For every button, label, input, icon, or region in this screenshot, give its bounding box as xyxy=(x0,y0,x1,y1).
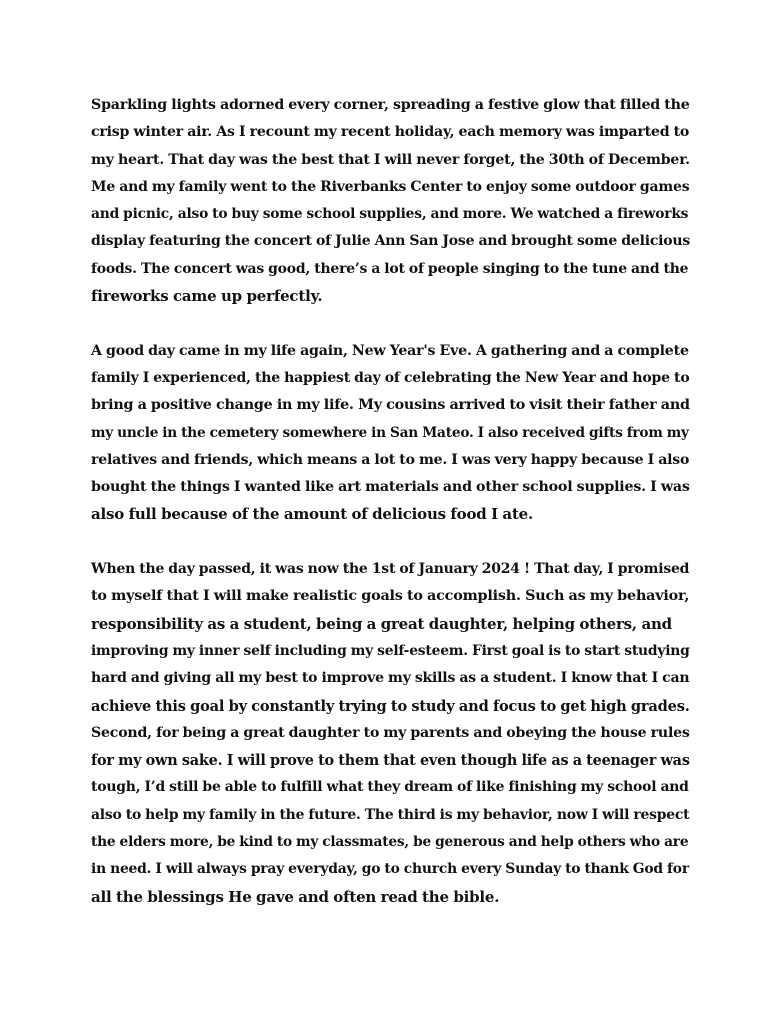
text-line: in need. I will always pray everyday, go to church every Sunday to thank God for xyxy=(91,861,689,878)
paragraph-2 xyxy=(91,338,691,529)
text-line: my uncle in the cemetery somewhere in San Mateo. I also received gifts from my xyxy=(91,424,689,441)
text-line: my heart. That day was the best that I will never forget, the 30th of December. xyxy=(91,151,690,168)
text-line: display featuring the concert of Julie Ann San Jose and brought some delicious xyxy=(91,233,691,250)
text-line: relatives and friends, which means a lot to me. I was very happy because I also xyxy=(91,451,690,468)
text-line: A good day came in my life again, New Year's Eve. A gathering and a complete xyxy=(91,342,689,359)
text-line: for my own sake. I will prove to them that even though life as a teenager was xyxy=(91,752,690,770)
text-line: tough, I’d still be able to fulfill what they dream of like finishing my school and xyxy=(91,779,689,796)
paragraph-1 xyxy=(91,92,691,310)
text-line: responsibility as a student, being a great daughter, helping others, and xyxy=(91,614,672,633)
text-line: When the day passed, it was now the 1st of January 2024 ! That day, I promised xyxy=(91,561,690,578)
text-line: Second, for being a great daughter to my parents and obeying the house rules xyxy=(91,724,690,741)
text-line: improving my inner self including my self-esteem. First goal is to start studying xyxy=(91,642,690,659)
text-line: bought the things I wanted like art materials and other school supplies. I was xyxy=(91,479,690,496)
text-line: fireworks came up perfectly. xyxy=(91,287,323,306)
text-line: Me and my family went to the Riverbanks Center to enjoy some outdoor games xyxy=(91,178,690,195)
text-line: the elders more, be kind to my classmates, be generous and help others who are xyxy=(91,834,689,851)
text-line: bring a positive change in my life. My cousins arrived to visit their father and xyxy=(91,397,690,414)
paragraph-spacer xyxy=(91,310,691,337)
text-line: achieve this goal by constantly trying to study and focus to get high grades. xyxy=(91,697,690,715)
text-line: Sparkling lights adorned every corner, spreading a festive glow that filled the xyxy=(91,97,690,113)
document-body xyxy=(91,92,691,911)
text-line: family I experienced, the happiest day of celebrating the New Year and hope to xyxy=(91,369,690,386)
text-line: and picnic, also to buy some school supplies, and more. We watched a fireworks xyxy=(91,206,689,223)
paragraph-3 xyxy=(91,556,691,911)
text-line: crisp winter air. As I recount my recent holiday, each memory was imparted to xyxy=(91,124,690,141)
paragraph-spacer xyxy=(91,529,691,556)
text-line: to myself that I will make realistic goals to accomplish. Such as my behavior, xyxy=(91,588,690,605)
text-line: also to help my family in the future. The third is my behavior, now I will respect xyxy=(91,806,690,823)
text-line: all the blessings He gave and often read the bible. xyxy=(91,887,500,906)
text-line: hard and giving all my best to improve my skills as a student. I know that I can xyxy=(91,670,690,687)
text-line: foods. The concert was good, there’s a lot of people singing to the tune and the xyxy=(91,260,689,277)
text-line: also full because of the amount of delicious food I ate. xyxy=(91,505,534,524)
